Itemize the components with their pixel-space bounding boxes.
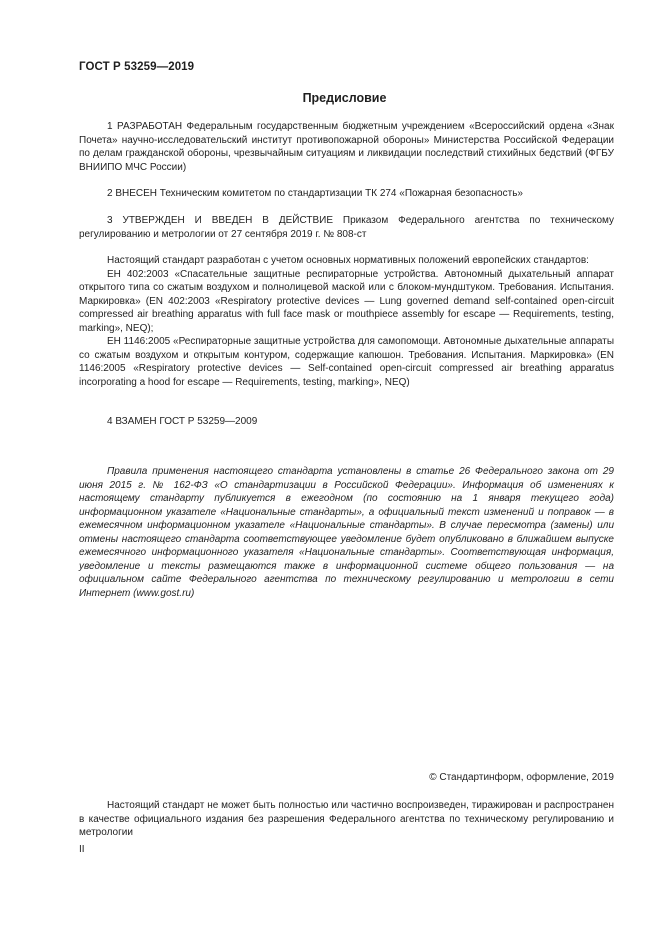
rules-notice-text: Правила применения настоящего стандарта установлены в статье 26 Федерального закона от 29 июня 2015 г. № 162-ФЗ «О стандартизации в Российской Федерации». Информация об изменениях к настоящему стандарту публикуется в ежегодном (по состоянию на 1 января текущего года) информационном указателе «Национальные стандарты», а официальный текст изменений и поправок — в ежемесячном информационном указателе «Национальные стандарты». В случае пересмотра (замены) или отмены настоящего стандарта соответствующее уведомление будет опубликовано в ближайшем выпуске ежемесячного информационного указателя «Национальные стандарты». Соответствующая информация, уведомление и тексты размещаются также в информационной системе общего пользования — на официальном сайте Федерального агентства по техническому регулированию и метрологии в сети Интернет (www.gost.ru) bbox=[79, 466, 614, 599]
page-number: II bbox=[79, 844, 85, 855]
standards-intro: Настоящий стандарт разработан с учетом основных нормативных положений европейских стандартов: bbox=[107, 255, 589, 266]
rules-notice-block bbox=[79, 465, 614, 600]
standard-code-header: ГОСТ Р 53259—2019 bbox=[79, 61, 195, 73]
approved-paragraph: 3 УТВЕРЖДЕН И ВВЕДЕН В ДЕЙСТВИЕ Приказом Федерального агентства по техническому регулированию и метрологии от 27 сентября 2019 г. № 808-ст bbox=[79, 215, 614, 240]
replaces-paragraph: 4 ВЗАМЕН ГОСТ Р 53259—2009 bbox=[107, 416, 258, 427]
european-standards-section bbox=[79, 254, 614, 389]
preface-item-3 bbox=[79, 214, 614, 241]
preface-item-2 bbox=[79, 187, 614, 201]
standard-en-402: ЕН 402:2003 «Спасательные защитные респираторные устройства. Автономный дыхательный аппарат открытого типа со сжатым воздухом и полнолицевой маской или с блоком-мундштуком. Требования. Испытания. Маркировка» (EN 402:2003 «Respiratory protective devices — Lung governed demand self-contained open-circuit compressed air breathing apparatus with full face mask or mouthpiece assembly for escape — Requirements, testing, marking», NEQ); bbox=[79, 268, 614, 334]
developer-paragraph: 1 РАЗРАБОТАН Федеральным государственным бюджетным учреждением «Всероссийский ордена «Знак Почета» научно-исследовательский институт противопожарной обороны» Министерства Российской Федерации по делам гражданской обороны, чрезвычайным ситуациям и ликвидации последствий стихийных бедствий (ФГБУ ВНИИПО МЧС России) bbox=[79, 121, 614, 173]
reproduction-notice-text: Настоящий стандарт не может быть полностью или частично воспроизведен, тиражирован и распространен в качестве официального издания без разрешения Федерального агентства по техническому регулированию и метрологии bbox=[79, 800, 614, 838]
copyright-line: © Стандартинформ, оформление, 2019 bbox=[429, 772, 614, 783]
preface-item-4 bbox=[79, 415, 614, 429]
submitted-paragraph: 2 ВНЕСЕН Техническим комитетом по стандартизации ТК 274 «Пожарная безопасность» bbox=[107, 188, 523, 199]
preface-item-1 bbox=[79, 120, 614, 174]
reproduction-notice-block bbox=[79, 799, 614, 840]
standard-en-1146: ЕН 1146:2005 «Респираторные защитные устройства для самопомощи. Автономные дыхательные аппараты со сжатым воздухом и открытым контуром, содержащие капюшон. Требования. Испытания. Маркировка» (EN 1146:2005 «Respiratory protective devices — Self-contained open-circuit compressed air breathing apparatus incorporating a hood for escape — Requirements, testing, marking», NEQ) bbox=[79, 336, 614, 388]
preface-title: Предисловие bbox=[302, 91, 387, 105]
